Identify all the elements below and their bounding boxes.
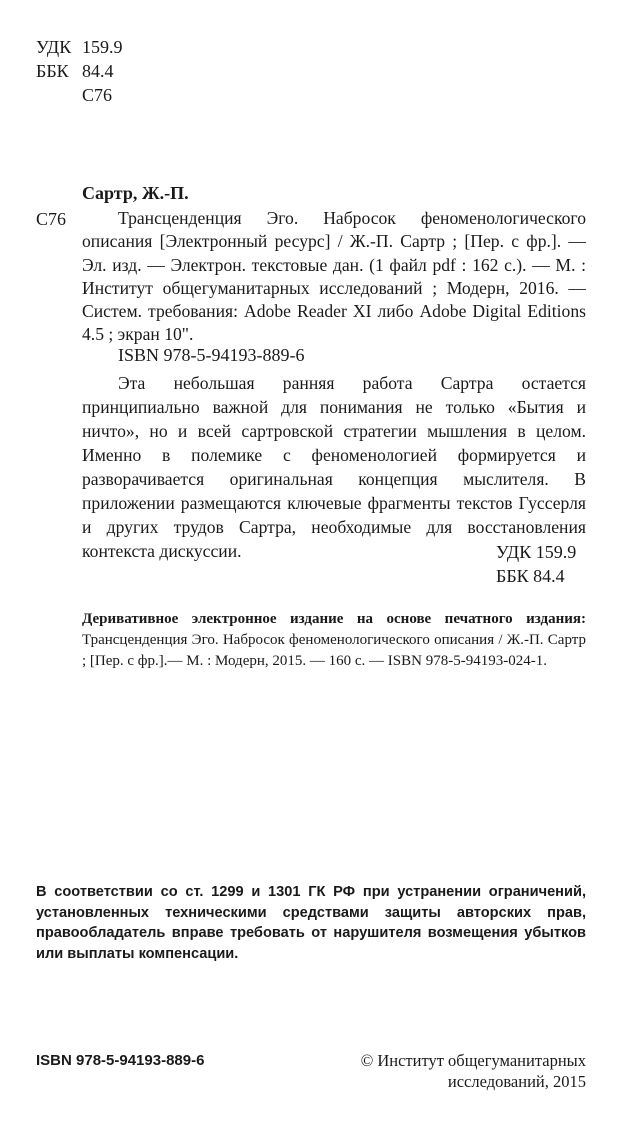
derivative-text: Трансценденция Эго. Набросок феноменологического описания / Ж.-П. Сартр ; [Пер. с фр.].— М. : Модерн, 2015. — 160 с. — ISBN 978-5-94193-024-1. [82,632,586,669]
footer-isbn: ISBN 978-5-94193-889-6 [36,1052,205,1069]
derivative-edition-note [82,609,586,672]
udk-value: 159.9 [82,37,123,57]
derivative-label: Деривативное электронное издание на основе печатного издания: [82,611,586,627]
entry-isbn: ISBN 978-5-94193-889-6 [118,345,305,365]
cutter-code: С76 [82,85,113,105]
bibliographic-entry: Трансценденция Эго. Набросок феноменологического описания [Электронный ресурс] / Ж.-П. Сартр ; [Пер. с фр.]. — Эл. изд. — Электрон. текстовые дан. (1 файл pdf : 162 с.). — М. : Институт общегуманитарных исследований ; Модерн, 2016. — Систем. требования: Adobe Reader XI либо Adobe Digital Editions 4.5 ; экран 10". [82,208,586,345]
classification-codes [36,35,123,107]
entry-author: Сартр, Ж.-П. [82,183,189,203]
udk-key: УДК [36,37,72,57]
entry-cutter: С76 [36,209,67,229]
cutter-row [36,83,123,107]
bbk-key: ББК [36,61,69,81]
bbk-value: 84.4 [82,61,114,81]
udk-bottom: УДК 159.9 [496,542,577,562]
bbk-bottom: ББК 84.4 [496,566,565,586]
udk-row [36,35,123,59]
copyright-notice: © Институт общегуманитарных исследований, 2015 [360,1051,586,1091]
bbk-row [36,59,123,83]
abstract: Эта небольшая ранняя работа Сартра остается принципиально важной для понимания не только «Бытия и ничто», но и всей сартровской стратегии мышления в целом. Именно в полемике с феноменологией формируется и разворачивается оригинальная концепция мыслителя. В приложении размещаются ключевые фрагменты текстов Гуссерля и других трудов Сартра, необходимые для восстановления контекста дискуссии. [82,373,586,561]
classification-codes-bottom [496,540,576,588]
legal-notice: В соответствии со ст. 1299 и 1301 ГК РФ при устранении ограничений, установленных техническими средствами защиты авторских прав, правообладатель вправе требовать от нарушителя возмещения убытков или выплаты компенсации. [36,884,586,962]
